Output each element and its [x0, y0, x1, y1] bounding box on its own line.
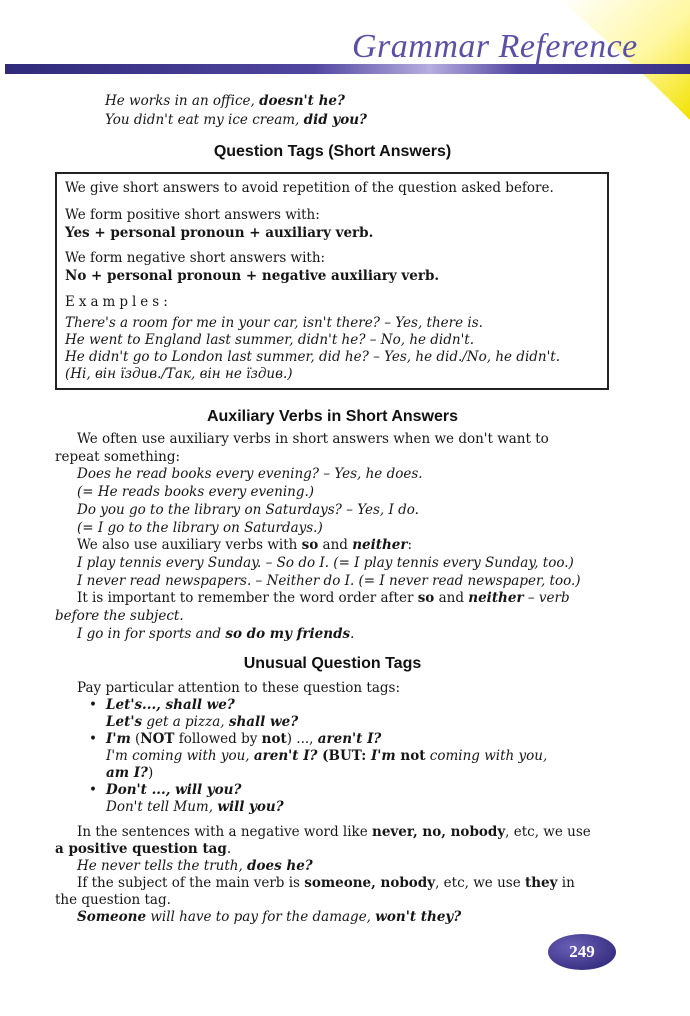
rule-text: We form negative short answers with: [65, 250, 326, 266]
header-title: Grammar Reference [352, 28, 638, 65]
section-heading-question-tags: Question Tags (Short Answers) [213, 143, 452, 160]
body-line: before the subject. [55, 608, 184, 625]
intro-examples [105, 92, 367, 130]
example-line: Someone will have to pay for the damage, won't they? [77, 909, 462, 925]
page-number: 249 [569, 942, 595, 961]
example-line: He didn't go to London last summer, did he? – Yes, he did./No, he didn't. [65, 349, 561, 365]
bullet-title: Let's..., shall we? [106, 697, 235, 713]
section2-body [55, 431, 610, 643]
example-line: He went to England last summer, didn't he? – No, he didn't. [65, 332, 475, 348]
example-line: There's a room for me in your car, isn't there? – Yes, there is. [65, 315, 483, 331]
bullet-dot-icon: • [89, 782, 97, 798]
example-line: Do you go to the library on Saturdays? – Yes, I do. [77, 501, 419, 518]
rule-text: We form positive short answers with: [65, 207, 320, 223]
example-line: I never read newspapers. – Neither do I. (= I never read newspaper, too.) [77, 572, 581, 589]
example-line: Don't tell Mum, will you? [106, 799, 284, 815]
example-line: am I?) [106, 765, 154, 781]
bullet-dot-icon: • [89, 697, 97, 713]
body-line: If the subject of the main verb is someone, nobody, etc, we use they in [77, 875, 575, 891]
section-heading-unusual-tags: Unusual Question Tags [243, 655, 422, 672]
body-line: Pay particular attention to these question tags: [77, 680, 400, 696]
intro-line: You didn't eat my ice cream, did you? [105, 112, 367, 128]
example-line: I go in for sports and so do my friends. [77, 625, 355, 642]
body-line: It is important to remember the word order after so and neither – verb [77, 590, 570, 607]
body-line: a positive question tag. [55, 841, 232, 857]
page-number-badge [545, 932, 613, 972]
intro-line: He works in an office, doesn't he? [105, 93, 345, 109]
rule-formula: Yes + personal pronoun + auxiliary verb. [65, 225, 374, 241]
bullet-title: I'm (NOT followed by not) ..., aren't I? [106, 731, 382, 747]
body-line: the question tag. [55, 892, 171, 908]
example-line: (= I go to the library on Saturdays.) [77, 519, 323, 536]
example-line: Does he read books every evening? – Yes, he does. [77, 466, 423, 483]
example-line: (= He reads books every evening.) [77, 484, 315, 501]
body-line: We often use auxiliary verbs in short answers when we don't want to [77, 431, 549, 447]
example-line: I'm coming with you, aren't I? (BUT: I'm not coming with you, [106, 748, 548, 764]
examples-label: Examples: [65, 294, 172, 310]
body-line: In the sentences with a negative word like never, no, nobody, etc, we use [77, 824, 591, 840]
bullet-title: Don't ..., will you? [106, 782, 242, 798]
example-line: I play tennis every Sunday. – So do I. (= I play tennis every Sunday, too.) [77, 554, 574, 571]
example-line: (Ні, він їздив./Так, він не їздив.) [65, 366, 293, 382]
example-line: He never tells the truth, does he? [77, 858, 313, 874]
rule-formula: No + personal pronoun + negative auxiliary verb. [65, 268, 440, 284]
rule-text: We give short answers to avoid repetition of the question asked before. [65, 180, 554, 196]
bullet-dot-icon: • [89, 731, 97, 747]
example-line: Let's get a pizza, shall we? [106, 714, 299, 730]
section-heading-auxiliary-verbs: Auxiliary Verbs in Short Answers [206, 408, 459, 425]
body-line: repeat something: [55, 448, 181, 465]
body-line: We also use auxiliary verbs with so and neither: [77, 537, 413, 554]
